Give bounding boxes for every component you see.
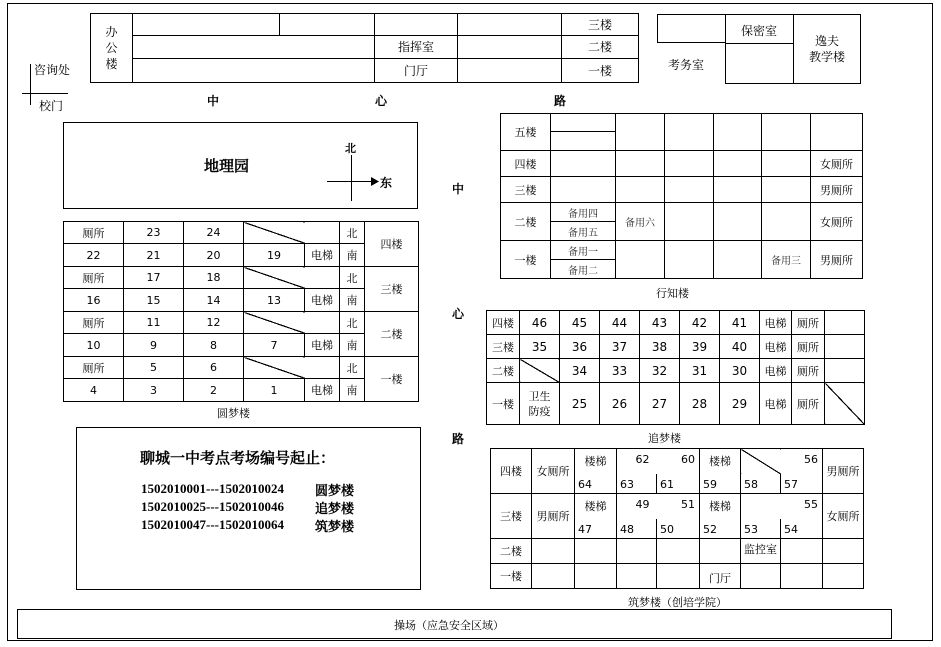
- numbering-range-3: 1502010047---1502010064: [141, 517, 284, 532]
- yuanmeng-cell: 22: [64, 244, 124, 267]
- zhumeng-floor-2: 二楼: [491, 539, 532, 564]
- office-name: [91, 14, 133, 83]
- zhumeng-cell: [532, 539, 575, 564]
- zhumeng-floor-1: 一楼: [491, 564, 532, 589]
- yuanmeng-caption: 圆梦楼: [217, 407, 250, 420]
- room-59: 59: [700, 474, 741, 494]
- xingzhi-cell: [551, 114, 616, 132]
- zhumeng-cell: [741, 494, 781, 519]
- zhuimeng-room: 45: [560, 311, 600, 335]
- yuanmeng-cell: 9: [124, 334, 184, 357]
- zhumeng-menting: 门厅: [700, 564, 741, 589]
- zhumeng-floor-3: 三楼: [491, 494, 532, 539]
- xingzhi-cell: [665, 241, 714, 279]
- xingzhi-building: [500, 113, 863, 279]
- room-60: 60: [681, 453, 696, 466]
- yuanmeng-cell: 电梯: [305, 289, 340, 312]
- room-54: 54: [781, 519, 823, 539]
- zhuimeng-caption: 追梦楼: [648, 432, 681, 445]
- numbering-title: 聊城一中考点考场编号起止：: [140, 449, 336, 467]
- yuanmeng-cell: [305, 357, 340, 379]
- zhuimeng-room: 36: [560, 335, 600, 359]
- yuanmeng-cell: 5: [124, 357, 184, 379]
- diagonal-cell: [244, 312, 305, 334]
- office-floor-3: 三楼: [562, 14, 639, 36]
- yuanmeng-cell: 24: [184, 222, 244, 244]
- xingzhi-cell: [762, 203, 811, 241]
- office-name-3: 楼: [105, 57, 118, 71]
- stair-label: 楼梯: [575, 449, 617, 474]
- xingzhi-floor-5: 五楼: [501, 114, 551, 151]
- xingzhi-cell: [616, 177, 665, 203]
- yuanmeng-cell: 18: [184, 267, 244, 289]
- xingzhi-cell: [714, 177, 762, 203]
- diagonal-cell: [520, 359, 560, 383]
- zhuimeng-room: 34: [560, 359, 600, 383]
- xingzhi-cell: [714, 241, 762, 279]
- office-cell: [133, 36, 375, 58]
- beiyong-4: 备用四: [551, 203, 616, 222]
- zhuimeng-room: 46: [520, 311, 560, 335]
- zhumeng-cell: [823, 539, 864, 564]
- zhuimeng-room: 30: [720, 359, 760, 383]
- zhuimeng-building: [486, 310, 865, 425]
- yuanmeng-cell: 6: [184, 357, 244, 379]
- xingzhi-cell: [714, 203, 762, 241]
- xingzhi-cell: [616, 241, 665, 279]
- yuanmeng-cell: [305, 222, 340, 244]
- gate-line-vertical: [30, 64, 31, 105]
- yuanmeng-cell: 电梯: [305, 334, 340, 357]
- room-55: 55: [781, 494, 823, 519]
- zhuimeng-room: 35: [520, 335, 560, 359]
- xingzhi-cell: [714, 114, 762, 151]
- zhumeng-cell: [617, 539, 657, 564]
- xingzhi-floor-1: 一楼: [501, 241, 551, 279]
- numbering-range-1: 1502010001---1502010024: [141, 481, 284, 496]
- diagonal-cell: [244, 357, 305, 379]
- gate-line-horizontal: [22, 93, 68, 94]
- north-marker: 北: [340, 357, 365, 379]
- xingzhi-floor-4: 四楼: [501, 151, 551, 177]
- room-47: 47: [575, 519, 617, 539]
- zhumeng-toilet: 女厕所: [823, 494, 864, 539]
- xingzhi-cell: [665, 114, 714, 151]
- zhuimeng-cell: 厕所: [792, 335, 825, 359]
- zhumeng-caption: 筑梦楼（创培学院）: [628, 596, 727, 609]
- north-marker: 北: [340, 267, 365, 289]
- yuanmeng-cell: 3: [124, 379, 184, 402]
- zhumeng-room-pair: [617, 494, 700, 519]
- room-63: 63: [617, 474, 657, 494]
- office-cell: [458, 36, 562, 58]
- jiankong-room: 监控室: [741, 539, 781, 564]
- room-48: 48: [617, 519, 657, 539]
- zhuimeng-floor-label: 一楼: [487, 383, 520, 425]
- yuanmeng-cell: 1: [244, 379, 305, 402]
- xingzhi-cell: [762, 177, 811, 203]
- zhuimeng-room: 39: [680, 335, 720, 359]
- zhumeng-cell: [823, 564, 864, 589]
- zhumeng-cell: [617, 564, 657, 589]
- zhuimeng-cell: 电梯: [760, 311, 792, 335]
- stair-label: 楼梯: [700, 449, 741, 474]
- zhumeng-room-pair: [617, 449, 700, 474]
- yuanmeng-building: [63, 221, 419, 402]
- yuanmeng-cell: 17: [124, 267, 184, 289]
- xingzhi-floor-3: 三楼: [501, 177, 551, 203]
- xingzhi-cell: [551, 132, 616, 151]
- north-label: 北: [345, 142, 356, 155]
- zhuimeng-room: 27: [640, 383, 680, 425]
- yuanmeng-cell: [305, 267, 340, 289]
- road-char-2: 心: [375, 94, 388, 108]
- numbering-building-1: 圆梦楼: [315, 484, 355, 499]
- zhuimeng-room: 44: [600, 311, 640, 335]
- yuanmeng-cell: 20: [184, 244, 244, 267]
- yuanmeng-cell: 厕所: [64, 222, 124, 244]
- diagonal-cell: [825, 383, 865, 425]
- xingzhi-cell: [551, 151, 616, 177]
- yuanmeng-cell: 2: [184, 379, 244, 402]
- zhumeng-cell: [657, 564, 700, 589]
- east-label: 东: [380, 176, 393, 190]
- zhuimeng-cell: [825, 359, 865, 383]
- road-side-char-2: 心: [452, 307, 465, 321]
- diagonal-cell: [244, 222, 305, 244]
- zhuimeng-cell: 电梯: [760, 383, 792, 425]
- baomishi-label: 保密室: [741, 24, 778, 38]
- yuanmeng-cell: 7: [244, 334, 305, 357]
- yuanmeng-cell: 10: [64, 334, 124, 357]
- room-56: 56: [781, 449, 823, 474]
- office-cell: [133, 14, 280, 36]
- office-floor-1: 一楼: [562, 58, 639, 82]
- xingzhi-toilet: 男厕所: [811, 177, 863, 203]
- playground-label: 操场（应急安全区域）: [394, 619, 504, 632]
- beiyong-5: 备用五: [551, 222, 616, 241]
- north-marker: 北: [340, 222, 365, 244]
- zhuimeng-room: 40: [720, 335, 760, 359]
- yuanmeng-cell: 14: [184, 289, 244, 312]
- baomishi-divider: [725, 43, 794, 44]
- zhuimeng-room: 37: [600, 335, 640, 359]
- yuanmeng-cell: 13: [244, 289, 305, 312]
- zhuimeng-cell: [825, 311, 865, 335]
- south-marker: 南: [340, 379, 365, 402]
- zhumeng-toilet: 男厕所: [823, 449, 864, 494]
- road-char-3: 路: [554, 94, 567, 108]
- compass-horizontal: [327, 181, 374, 182]
- room-50: 50: [657, 519, 700, 539]
- numbering-building-3: 筑梦楼: [315, 520, 355, 535]
- zhuimeng-room: 25: [560, 383, 600, 425]
- diagonal-cell: [244, 267, 305, 289]
- garden-title: 地理园: [204, 157, 250, 175]
- zhumeng-cell: [700, 539, 741, 564]
- office-cell: [458, 58, 562, 82]
- room-49: 49: [635, 498, 650, 511]
- beiyong-6: 备用六: [616, 203, 665, 241]
- zhumeng-building: [490, 448, 864, 589]
- zhuimeng-cell: [825, 335, 865, 359]
- room-62: 62: [635, 453, 650, 466]
- zhuimeng-cell: 电梯: [760, 359, 792, 383]
- south-marker: 南: [340, 334, 365, 357]
- stair-label: 楼梯: [700, 494, 741, 519]
- zhumeng-toilet: 女厕所: [532, 449, 575, 494]
- zhuimeng-room: 29: [720, 383, 760, 425]
- xingzhi-caption: 行知楼: [656, 287, 689, 300]
- office-cell: [458, 14, 562, 36]
- zhuimeng-room: 26: [600, 383, 640, 425]
- south-marker: 南: [340, 289, 365, 312]
- compass-vertical: [351, 155, 352, 201]
- zhuimeng-floor-label: 四楼: [487, 311, 520, 335]
- zhumeng-cell: [781, 564, 823, 589]
- yuanmeng-cell: 15: [124, 289, 184, 312]
- xingzhi-cell: [762, 151, 811, 177]
- yuanmeng-floor-label: 四楼: [365, 222, 419, 267]
- xingzhi-cell: [665, 151, 714, 177]
- zhumeng-cell: [741, 564, 781, 589]
- zhumeng-cell: [781, 539, 823, 564]
- zhumeng-toilet: 男厕所: [532, 494, 575, 539]
- beiyong-1: 备用一: [551, 241, 616, 260]
- zhumeng-cell: [657, 539, 700, 564]
- xingzhi-toilet: 女厕所: [811, 151, 863, 177]
- xingzhi-toilet: 男厕所: [811, 241, 863, 279]
- xingzhi-toilet: 女厕所: [811, 203, 863, 241]
- zhuimeng-room: 31: [680, 359, 720, 383]
- yuanmeng-cell: [305, 312, 340, 334]
- yuanmeng-cell: 19: [244, 244, 305, 267]
- zhumeng-cell: [532, 564, 575, 589]
- room-64: 64: [575, 474, 617, 494]
- yifu-label: 逸夫 教学楼: [808, 34, 845, 64]
- zhuimeng-room: 32: [640, 359, 680, 383]
- xingzhi-cell: [551, 177, 616, 203]
- yuanmeng-floor-label: 二楼: [365, 312, 419, 357]
- kaowu-blank: [657, 14, 726, 43]
- beiyong-3: 备用三: [762, 241, 811, 279]
- room-61: 61: [657, 474, 700, 494]
- yuanmeng-cell: 8: [184, 334, 244, 357]
- yuanmeng-cell: 4: [64, 379, 124, 402]
- yuanmeng-cell: 23: [124, 222, 184, 244]
- zhuimeng-cell: 电梯: [760, 335, 792, 359]
- zhuimeng-cell: 厕所: [792, 383, 825, 425]
- yuanmeng-cell: 21: [124, 244, 184, 267]
- north-marker: 北: [340, 312, 365, 334]
- yuanmeng-cell: 电梯: [305, 244, 340, 267]
- yuanmeng-floor-label: 三楼: [365, 267, 419, 312]
- stair-label: 楼梯: [575, 494, 617, 519]
- zhuimeng-cell: 厕所: [792, 359, 825, 383]
- yuanmeng-cell: 16: [64, 289, 124, 312]
- zhumeng-cell: [575, 539, 617, 564]
- room-58: 58: [741, 474, 781, 494]
- zhuimeng-cell: 厕所: [792, 311, 825, 335]
- weisheng-fangyi: 卫生 防疫: [520, 383, 560, 425]
- zhuimeng-room: 43: [640, 311, 680, 335]
- compass-arrow-icon: [371, 177, 379, 186]
- office-building: [90, 13, 639, 83]
- yuanmeng-floor-label: 一楼: [365, 357, 419, 402]
- yuanmeng-cell: 12: [184, 312, 244, 334]
- room-51: 51: [681, 498, 696, 511]
- road-side-char-1: 中: [452, 182, 465, 196]
- xingzhi-floor-2: 二楼: [501, 203, 551, 241]
- yuanmeng-cell: 11: [124, 312, 184, 334]
- zhuimeng-room: 33: [600, 359, 640, 383]
- office-name-1: 办: [105, 25, 118, 39]
- yuanmeng-cell: 厕所: [64, 357, 124, 379]
- zhuimeng-room: 28: [680, 383, 720, 425]
- room-53: 53: [741, 519, 781, 539]
- room-52: 52: [700, 519, 741, 539]
- zhuimeng-room: 42: [680, 311, 720, 335]
- numbering-building-2: 追梦楼: [315, 502, 355, 517]
- numbering-range-2: 1502010025---1502010046: [141, 499, 284, 514]
- zhihuishi-room: 指挥室: [375, 36, 458, 58]
- xiaomen-label: 校门: [39, 99, 64, 113]
- xingzhi-cell: [714, 151, 762, 177]
- road-char-1: 中: [207, 94, 220, 108]
- zhumeng-floor-4: 四楼: [491, 449, 532, 494]
- diagonal-cell: [741, 449, 781, 474]
- xingzhi-cell: [616, 151, 665, 177]
- office-cell: [280, 14, 375, 36]
- xingzhi-cell: [665, 203, 714, 241]
- road-side-char-3: 路: [452, 432, 465, 446]
- office-cell: [375, 14, 458, 36]
- zhuimeng-floor-label: 三楼: [487, 335, 520, 359]
- xingzhi-cell: [665, 177, 714, 203]
- zhumeng-cell: [575, 564, 617, 589]
- zhuimeng-room: 41: [720, 311, 760, 335]
- yuanmeng-cell: 电梯: [305, 379, 340, 402]
- zhuimeng-room: 38: [640, 335, 680, 359]
- zixunchu-label: 咨询处: [34, 63, 71, 77]
- office-name-2: 公: [105, 41, 118, 55]
- south-marker: 南: [340, 244, 365, 267]
- beiyong-2: 备用二: [551, 260, 616, 279]
- menting-room: 门厅: [375, 58, 458, 82]
- office-cell: [133, 58, 375, 82]
- office-floor-2: 二楼: [562, 36, 639, 58]
- room-57: 57: [781, 474, 823, 494]
- xingzhi-cell: [811, 114, 863, 151]
- kaowushi-label: 考务室: [668, 58, 705, 72]
- yuanmeng-cell: 厕所: [64, 312, 124, 334]
- xingzhi-cell: [616, 114, 665, 151]
- yuanmeng-cell: 厕所: [64, 267, 124, 289]
- xingzhi-cell: [762, 114, 811, 151]
- zhuimeng-floor-label: 二楼: [487, 359, 520, 383]
